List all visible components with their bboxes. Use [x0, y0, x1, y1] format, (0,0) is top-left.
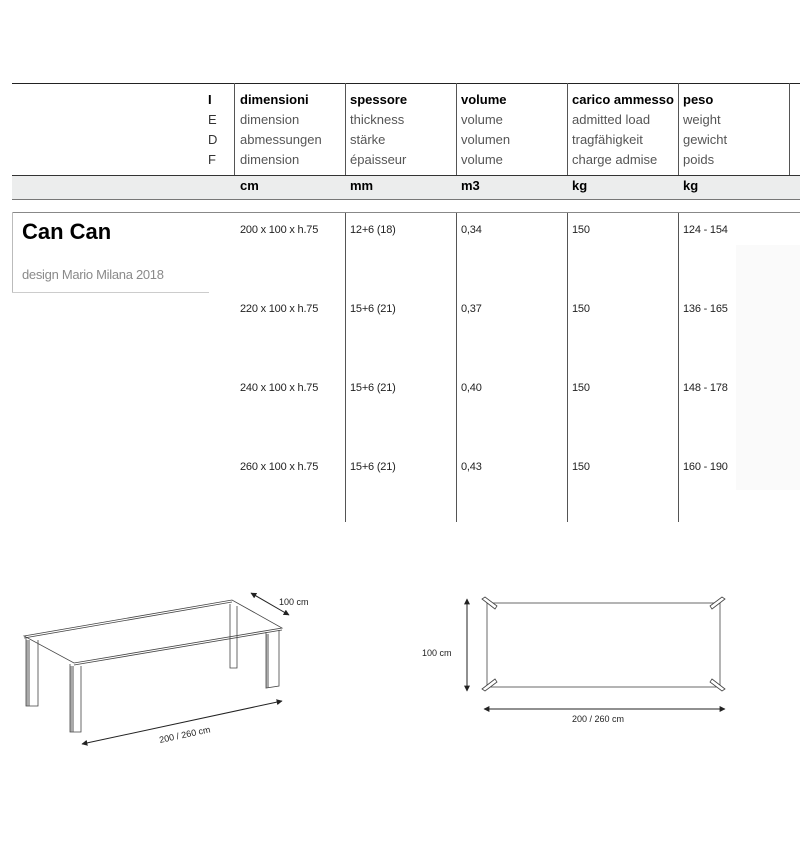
cell-thickness: 15+6 (21) — [350, 382, 396, 394]
cell-load: 150 — [572, 303, 590, 315]
cell-volume: 0,34 — [461, 224, 482, 236]
column-header-thickness — [350, 90, 407, 170]
column-label-it: spessore — [350, 92, 408, 107]
header-separator — [678, 83, 679, 175]
product-designer: design Mario Milana 2018 — [22, 267, 164, 282]
column-label-de: gewicht — [683, 132, 728, 147]
plan-outline — [487, 603, 720, 687]
header-separator — [345, 83, 346, 175]
cell-load: 150 — [572, 382, 590, 394]
cell-volume: 0,43 — [461, 461, 482, 473]
cell-load: 150 — [572, 224, 590, 236]
product-name: Can Can — [22, 219, 112, 244]
column-label-it: volume — [461, 92, 507, 107]
column-label-en: admitted load — [572, 112, 651, 127]
cell-volume: 0,40 — [461, 382, 482, 394]
column-header-volume — [461, 90, 510, 170]
language-codes — [208, 90, 217, 170]
column-label-de: stärke — [350, 132, 386, 147]
cell-dimensions: 260 x 100 x h.75 — [240, 461, 319, 473]
plan-legs — [482, 597, 725, 691]
unit-dimensions: cm — [240, 178, 259, 193]
cell-dimensions: 240 x 100 x h.75 — [240, 382, 319, 394]
cell-thickness: 15+6 (21) — [350, 461, 396, 473]
cell-weight: 160 - 190 — [683, 461, 728, 473]
column-header-load — [572, 90, 674, 170]
product-box-bottom — [12, 292, 209, 293]
cell-weight: 124 - 154 — [683, 224, 728, 236]
perspective-length-label: 200 / 260 cm — [158, 724, 212, 745]
column-label-fr: poids — [683, 152, 715, 167]
plan-length-label: 200 / 260 cm — [572, 714, 625, 724]
plan-depth-label: 100 cm — [422, 648, 452, 658]
column-label-it: peso — [683, 92, 714, 107]
column-label-de: tragfähigkeit — [572, 132, 643, 147]
column-label-fr: charge admise — [572, 152, 658, 167]
product-box-left — [12, 212, 13, 293]
unit-load: kg — [572, 178, 588, 193]
header-separator — [567, 83, 568, 175]
body-separator — [345, 213, 346, 522]
column-label-it: carico ammesso — [572, 92, 674, 107]
cell-dimensions: 200 x 100 x h.75 — [240, 224, 319, 236]
lang-code-de: D — [208, 132, 218, 147]
cell-thickness: 15+6 (21) — [350, 303, 396, 315]
column-label-en: volume — [461, 112, 503, 127]
body-separator — [567, 213, 568, 522]
column-label-de: abmessungen — [240, 132, 322, 147]
header-separator — [234, 83, 235, 175]
unit-thickness: mm — [350, 178, 374, 193]
lang-code-fr: F — [208, 152, 216, 167]
column-label-en: thickness — [350, 112, 405, 127]
weight-column-shade — [736, 245, 800, 490]
cell-dimensions: 220 x 100 x h.75 — [240, 303, 319, 315]
lang-code-it: I — [208, 92, 212, 107]
header-top-rule — [12, 83, 800, 84]
perspective-depth-label: 100 cm — [279, 597, 309, 607]
leg-shading — [26, 634, 269, 732]
column-label-en: dimension — [240, 112, 300, 127]
column-label-it: dimensioni — [240, 92, 309, 107]
perspective-drawing — [0, 560, 320, 760]
cell-volume: 0,37 — [461, 303, 482, 315]
column-header-dimensions — [240, 90, 322, 170]
column-label-fr: épaisseur — [350, 152, 407, 167]
column-label-fr: dimension — [240, 152, 300, 167]
table-body-rule — [12, 212, 800, 213]
unit-weight: kg — [683, 178, 699, 193]
header-separator — [456, 83, 457, 175]
column-label-en: weight — [683, 112, 721, 127]
unit-volume: m3 — [461, 178, 480, 193]
table-outline — [24, 600, 282, 732]
body-separator — [678, 213, 679, 522]
column-header-weight — [683, 90, 727, 170]
cell-weight: 136 - 165 — [683, 303, 728, 315]
cell-load: 150 — [572, 461, 590, 473]
cell-weight: 148 - 178 — [683, 382, 728, 394]
body-separator — [456, 213, 457, 522]
header-separator — [789, 83, 790, 175]
units-bar — [12, 175, 800, 200]
cell-thickness: 12+6 (18) — [350, 224, 396, 236]
lang-code-en: E — [208, 112, 217, 127]
column-label-fr: volume — [461, 152, 503, 167]
plan-drawing — [410, 585, 740, 735]
column-label-de: volumen — [461, 132, 511, 147]
